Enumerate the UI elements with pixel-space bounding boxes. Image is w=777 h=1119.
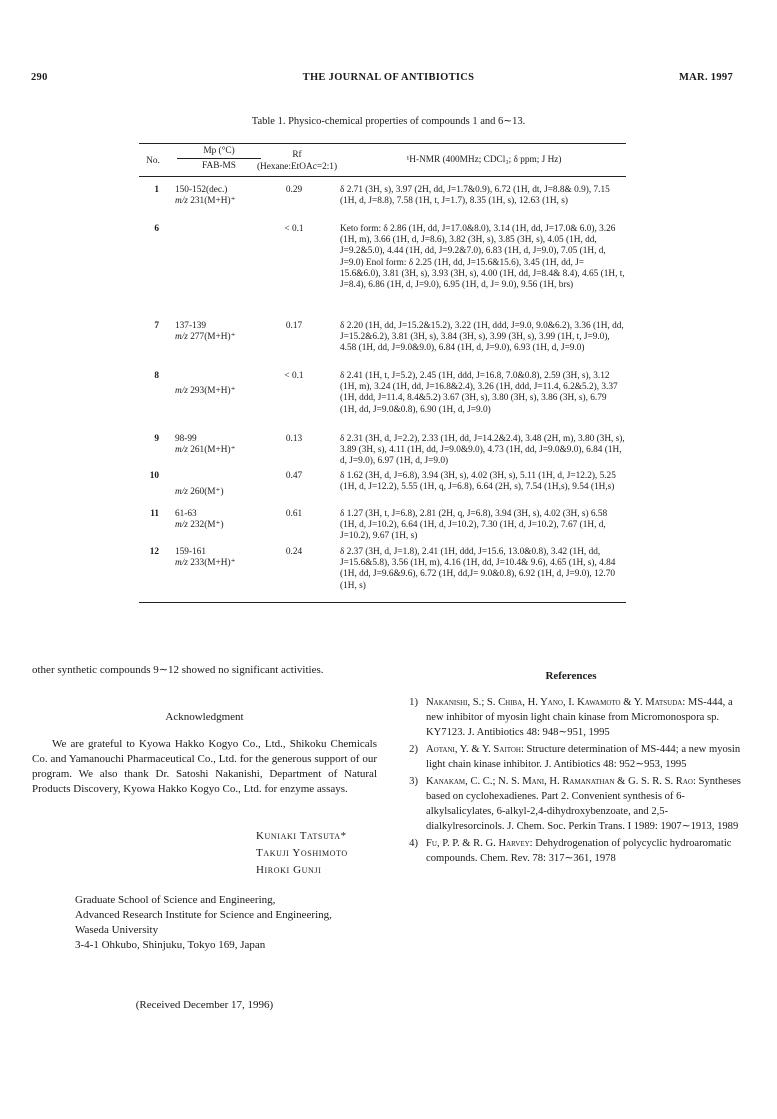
- reference-list: [398, 695, 744, 868]
- fab-ms: m/z 277(M+H)⁺: [175, 332, 236, 342]
- reference-item: [398, 742, 744, 772]
- author-list: [256, 828, 348, 879]
- address-line: 3-4-1 Ohkubo, Shinjuku, Tokyo 169, Japan: [75, 939, 266, 951]
- reference-authors: Kanakam, C. C.; N. S. Mani, H. Ramanathan & G. S. R. S. Rao: [426, 776, 693, 787]
- nmr-data: δ 1.27 (3H, t, J=6.8), 2.81 (2H, q, J=6.8), 3.94 (3H, s), 4.02 (3H, s) 6.58 (1H, d, J=10.2), 6.64 (1H, d, J=10.2), 7.30 (1H, d, J=10.2), 7.67 (1H, d, J=10.2), 9.67 (1H, s): [340, 509, 608, 542]
- affiliation-address: [32, 893, 420, 953]
- reference-number: 1): [409, 697, 418, 708]
- reference-text: : Dehydrogenation of polycyclic hydroaromatic compounds. Chem. Rev. 78: 317∼361, 1978: [426, 838, 732, 864]
- reference-item: [398, 695, 744, 740]
- address-line: Graduate School of Science and Engineering,: [75, 894, 276, 906]
- rf-value: 0.17: [285, 321, 303, 331]
- col-header-no: No.: [146, 156, 160, 166]
- nmr-data: δ 2.37 (3H, d, J=1.8), 2.41 (1H, ddd, J=15.6, 13.0&0.8), 3.42 (1H, dd, J=15.6&5.8), 3.56 (1H, m), 4.16 (1H, dd, J=10.4& 9.6), 4.65 (1H, s), 4.84 (1H, dd, J=9.6&9.6), 6.72 (1H, dd,J= 9.0&0.8), 6.92 (1H, d, J=9.0), 12.70 (1H, s): [340, 547, 616, 591]
- reference-number: 4): [409, 838, 418, 849]
- table-caption: Table 1. Physico-chemical properties of compounds 1 and 6∼13.: [251, 116, 526, 127]
- compound-number: 8: [154, 371, 159, 381]
- col-header-rf: Rf: [292, 150, 302, 160]
- rf-value: 0.13: [285, 434, 303, 444]
- journal-title: THE JOURNAL OF ANTIBIOTICS: [302, 72, 475, 83]
- rf-value: < 0.1: [284, 224, 304, 234]
- reference-authors: Nakanishi, S.; S. Chiba, H. Yano, I. Kawamoto & Y. Matsuda: [426, 697, 683, 708]
- table-header-rule: [139, 176, 626, 177]
- melting-point: 137-139: [175, 321, 206, 331]
- melting-point: 150-152(dec.): [175, 185, 228, 195]
- rf-value: 0.29: [285, 185, 303, 195]
- author-name: Kuniaki Tatsuta*: [256, 830, 347, 842]
- nmr-data: δ 2.41 (1H, t, J=5.2), 2.45 (1H, ddd, J=16.8, 7.0&0.8), 2.59 (3H, s), 3.12 (1H, m), 3.24 (1H, dd, J=16.8&2.4), 3.26 (1H, ddd, J=11.4, 6.2&5.2), 3.37 (1H, ddd, J=11.4, 8.4&5.2) 3.67 (3H, s), 3.80 (3H, s), 3.86 (3H, s), 6.79 (1H, dd, J=9.0&0.8), 6.90 (1H, d, J=9.0): [340, 371, 618, 415]
- compound-number: 1: [154, 185, 159, 195]
- fab-ms: m/z 260(M⁺): [175, 487, 224, 497]
- reference-number: 2): [409, 744, 418, 755]
- compound-number: 9: [154, 434, 159, 444]
- nmr-data: δ 2.31 (3H, d, J=2.2), 2.33 (1H, dd, J=14.2&2.4), 3.48 (2H, m), 3.80 (3H, s), 3.89 (3H, s), 4.11 (1H, dd, J=9.0&9.0), 4.73 (1H, dd, J=9.0&9.0), 6.84 (1H, d, J=9.0), 6.97 (1H, d, J=9.0): [340, 434, 625, 467]
- table-bottom-rule: [139, 602, 626, 603]
- fab-ms: m/z 293(M+H)⁺: [175, 386, 236, 396]
- col-header-rf-solvent: (Hexane:EtOAc=2:1): [256, 162, 338, 172]
- nmr-data: δ 2.71 (3H, s), 3.97 (2H, dd, J=1.7&0.9), 6.72 (1H, dt, J=8.8& 0.9), 7.15 (1H, d, J=8.8), 7.58 (1H, t, J=1.7), 8.35 (1H, s), 12.63 (1H, s): [340, 185, 610, 207]
- reference-text: : Syntheses based on cyclohexadienes. Part 2. Convenient synthesis of 6-alkylsalicylates, 6-alkyl-2,4-dihydroxybenzoate, and 2,5-dialkylresorcinols. J. Chem. Soc. Perkin Trans. I 1989: 1907∼1913, 1989: [426, 776, 741, 832]
- received-date: (Received December 17, 1996): [135, 999, 274, 1011]
- rf-value: 0.24: [285, 547, 303, 557]
- melting-point: 61-63: [175, 509, 197, 519]
- fab-ms: m/z 231(M+H)⁺: [175, 196, 236, 206]
- reference-number: 3): [409, 776, 418, 787]
- rf-value: 0.61: [285, 509, 303, 519]
- reference-item: [398, 836, 744, 866]
- page-number: 290: [31, 72, 48, 83]
- fab-ms: m/z 261(M+H)⁺: [175, 445, 236, 455]
- reference-text: : MS-444, a new inhibitor of myosin light chain kinase from Micromonospora sp. KY7123. J. Antibiotics 48: 948∼951, 1995: [426, 697, 733, 738]
- nmr-data: Keto form: δ 2.86 (1H, dd, J=17.0&8.0), 3.14 (1H, dd, J=17.0& 6.0), 3.26 (1H, m), 3.66 (1H, d, J=8.6), 3.82 (3H, s), 3.85 (3H, s), 4.05 (1H, dd, J=9.2&5.0), 4.44 (1H, dd, J=9.2&7.0), 6.83 (1H, d, J=9.0), 7.05 (1H, d, J=9.0) Enol form: δ 2.25 (1H, dd, J=15.6&15.6), 3.45 (1H, dd, J= 15.6&6.0), 3.81 (3H, s), 3.93 (3H, s), 4.00 (1H, dd, J=8.4& 8.4), 4.65 (1H, t, J=8.4), 6.86 (1H, d, J=9.0), 6.95 (1H, d, J= 9.0), 9.56 (1H, brs): [340, 224, 625, 291]
- compound-number: 11: [150, 509, 159, 519]
- col-header-nmr: ¹H-NMR (400MHz; CDCl₃; δ ppm; J Hz): [406, 155, 562, 165]
- acknowledgment-heading: Acknowledgment: [165, 711, 244, 723]
- acknowledgment-text: We are grateful to Kyowa Hakko Kogyo Co., Ltd., Shikoku Chemicals Co. and Yamanouchi Pharmaceutical Co., Ltd. for the generous support of our program. We also thank Dr. Satoshi Nakanishi, Department of Natural Products Discovery, Kyowa Hakko Kogyo Co., Ltd. for enzyme assays.: [32, 738, 377, 795]
- reference-authors: Fu, P. P. & R. G. Harvey: [426, 838, 530, 849]
- address-line: Advanced Research Institute for Science and Engineering,: [75, 909, 332, 921]
- melting-point: 98-99: [175, 434, 197, 444]
- author-name: Hiroki Gunji: [256, 864, 322, 876]
- address-line: Waseda University: [75, 924, 159, 936]
- table-top-rule: [139, 143, 626, 144]
- references-heading: References: [545, 670, 597, 682]
- melting-point: 159-161: [175, 547, 206, 557]
- compound-number: 12: [149, 547, 159, 557]
- nmr-data: δ 2.20 (1H, dd, J=15.2&15.2), 3.22 (1H, ddd, J=9.0, 9.0&6.2), 3.36 (1H, dd, J=15.2&6.2), 3.81 (3H, s), 3.84 (3H, s), 3.99 (3H, s), 3.99 (1H, t, J=9.0), 4.58 (1H, dd, J=9.0&9.0), 6.84 (1H, d, J=9.0), 6.93 (1H, d, J=9.0): [340, 321, 624, 354]
- body-paragraph: other synthetic compounds 9∼12 showed no significant activities.: [32, 664, 324, 676]
- reference-text: : Structure determination of MS-444; a new myosin light chain kinase inhibitor. J. Antibiotics 48: 952∼953, 1995: [426, 744, 741, 770]
- rf-value: 0.47: [285, 471, 303, 481]
- col-header-fabms: FAB-MS: [202, 161, 236, 171]
- fab-ms: m/z 232(M⁺): [175, 520, 224, 530]
- compound-number: 7: [154, 321, 159, 331]
- reference-authors: Aotani, Y. & Y. Saitoh: [426, 744, 521, 755]
- compound-number: 6: [154, 224, 159, 234]
- reference-item: [398, 774, 744, 834]
- rf-value: < 0.1: [284, 371, 304, 381]
- compound-number: 10: [149, 471, 159, 481]
- issue-date: MAR. 1997: [678, 72, 733, 83]
- author-name: Takuji Yoshimoto: [256, 847, 348, 859]
- fab-ms: m/z 233(M+H)⁺: [175, 558, 236, 568]
- col-header-mp: Mp (°C): [203, 146, 235, 156]
- nmr-data: δ 1.62 (3H, d, J=6.8), 3.94 (3H, s), 4.02 (3H, s), 5.11 (1H, d, J=12.2), 5.25 (1H, d, J=12.2), 5.55 (1H, q, J=6.8), 6.64 (2H, s), 7.54 (1H,s), 9.54 (1H,s): [340, 471, 616, 493]
